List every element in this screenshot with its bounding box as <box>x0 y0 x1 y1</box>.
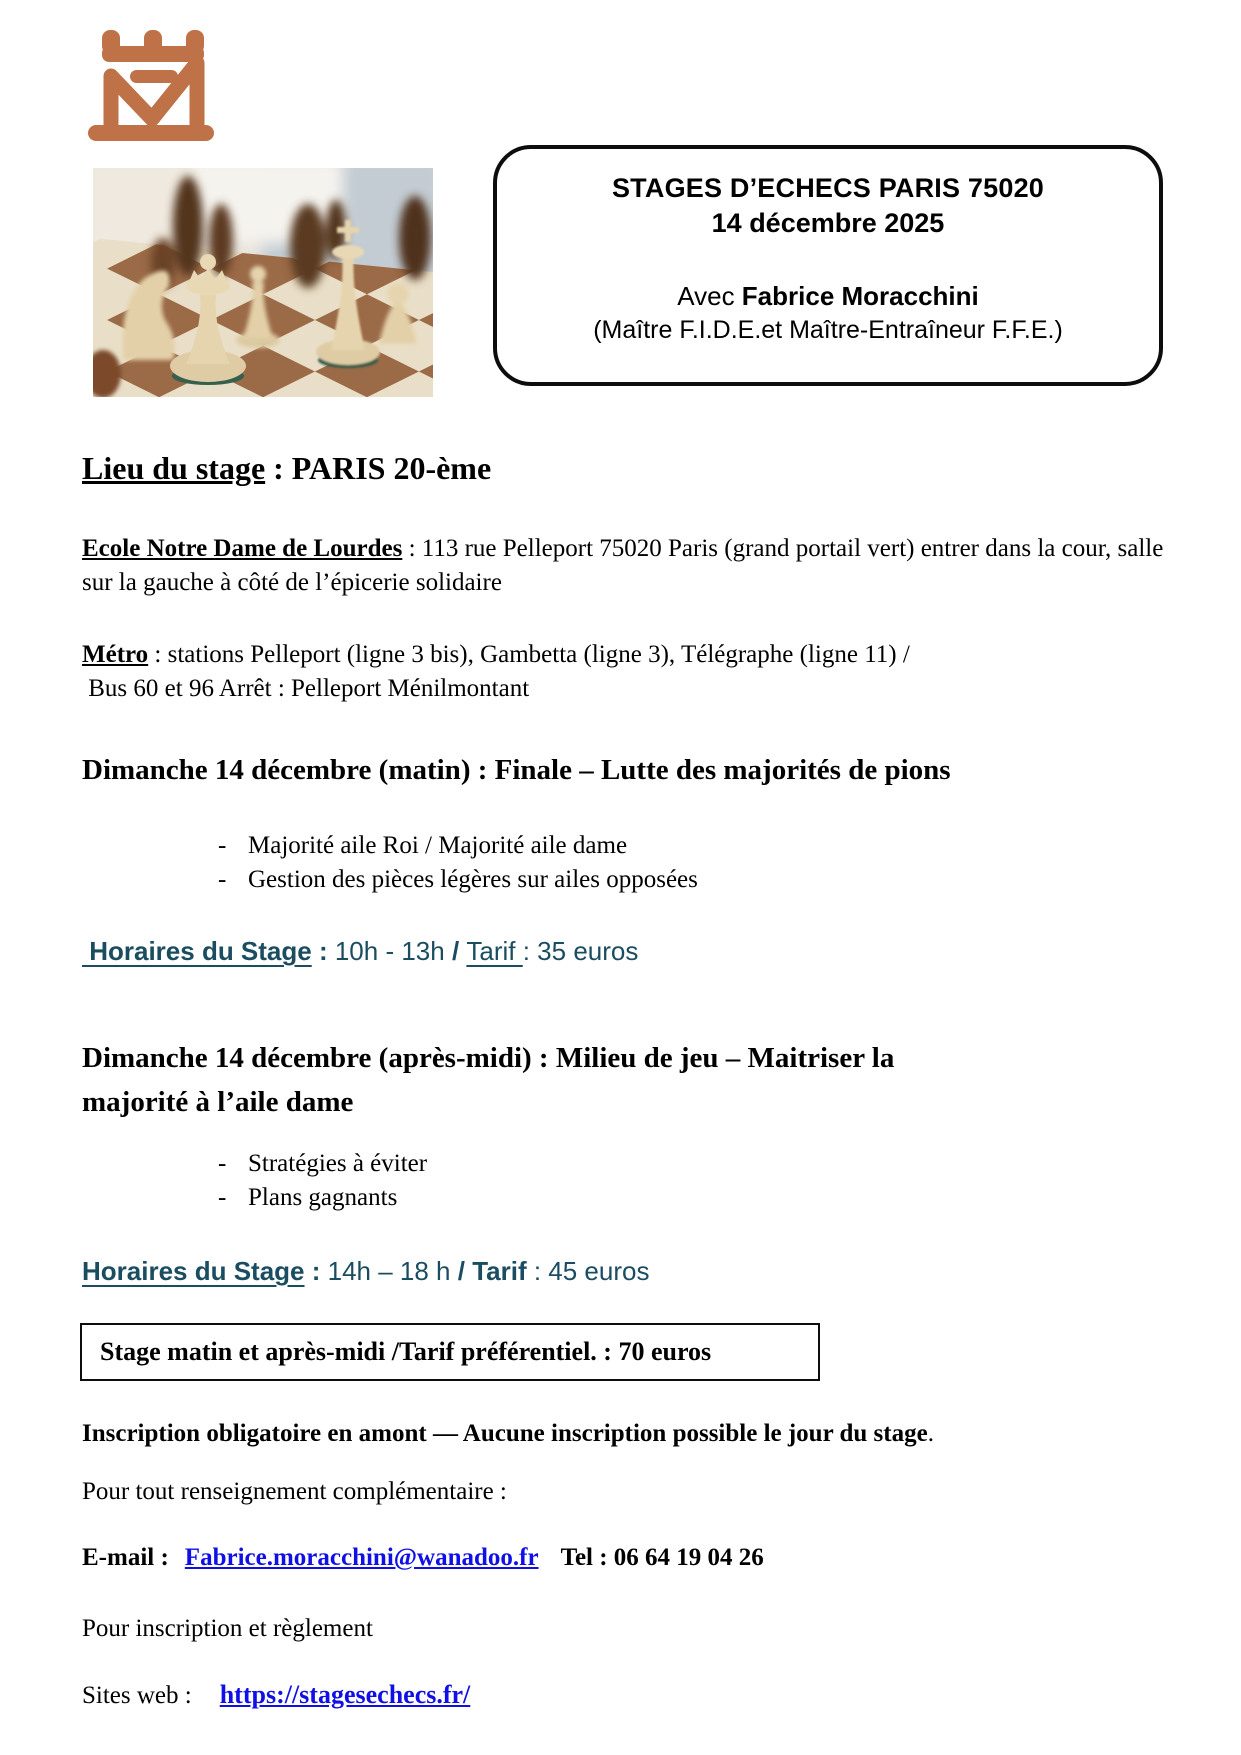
afternoon-schedule-line <box>82 1256 649 1287</box>
event-title: STAGES D’ECHECS PARIS 75020 <box>611 173 1045 203</box>
school-address-paragraph <box>82 532 1182 600</box>
club-logo <box>88 28 216 148</box>
list-item <box>218 832 627 860</box>
dash-bullet: - <box>218 1150 227 1177</box>
location-heading-sep: : <box>265 450 292 486</box>
title-box <box>493 145 1163 386</box>
schedule-slash: / <box>451 936 467 966</box>
dash-bullet: - <box>218 832 227 859</box>
metro-text: : stations Pelleport (ligne 3 bis), Gambetta (ligne 3), Télégraphe (ligne 11) / <box>148 641 910 668</box>
schedule-colon: : <box>304 1256 328 1286</box>
schedule-time: 14h – 18 h <box>327 1256 458 1286</box>
phone-number: Tel : 06 64 19 04 26 <box>560 1544 764 1571</box>
morning-session-heading: Dimanche 14 décembre (matin) : Finale – Lutte des majorités de pions <box>82 754 951 786</box>
location-heading-label: Lieu du stage <box>82 450 266 486</box>
registration-notice-text: Inscription obligatoire en amont — Aucune inscription possible le jour du stage <box>82 1420 928 1447</box>
bullet-text: Stratégies à éviter <box>248 1150 428 1177</box>
websites-line <box>82 1680 470 1710</box>
schedule-colon: : <box>311 936 335 966</box>
sites-label: Sites web : <box>82 1682 192 1709</box>
tarif-label: Tarif <box>466 936 523 966</box>
transit-paragraph <box>82 638 1182 706</box>
registration-notice <box>82 1420 1192 1448</box>
registration-notice-period: . <box>927 1420 934 1447</box>
tarif-value: : 35 euros <box>522 936 639 966</box>
payment-line: Pour inscription et règlement <box>82 1615 373 1642</box>
instructor-line <box>497 281 1159 312</box>
location-heading-value: PARIS 20-ème <box>291 450 492 486</box>
event-date: 14 décembre 2025 <box>711 208 945 238</box>
bullet-text: Majorité aile Roi / Majorité aile dame <box>248 832 628 859</box>
avec-label: Avec <box>677 281 742 311</box>
schedule-label: Horaires du Stage <box>82 1256 305 1286</box>
morning-schedule-line <box>82 936 638 967</box>
school-name: Ecole Notre Dame de Lourdes <box>82 535 403 562</box>
website-link[interactable]: https://stagesechecs.fr/ <box>219 1680 471 1709</box>
dash-bullet: - <box>218 866 227 893</box>
chess-pieces-photo <box>93 168 433 397</box>
combined-price-text: Stage matin et après-midi /Tarif préférentiel. : 70 euros <box>100 1337 712 1366</box>
schedule-label: Horaires du Stage <box>82 936 312 966</box>
list-item <box>218 1184 397 1212</box>
tarif-label: / Tarif <box>457 1256 527 1286</box>
contact-line <box>82 1544 764 1572</box>
combined-price-box <box>80 1323 820 1381</box>
afternoon-session-heading <box>82 1036 1192 1124</box>
list-item <box>218 866 698 894</box>
schedule-time: 10h - 13h <box>334 936 452 966</box>
location-heading <box>82 450 491 487</box>
metro-label: Métro <box>82 641 149 668</box>
afternoon-heading-line2: majorité à l’aile dame <box>82 1086 354 1118</box>
school-address-text: : 113 rue Pelleport 75020 Paris (grand portail vert) entrer dans la cour, salle sur la gauche à côté de l’épicerie solidaire <box>82 535 1164 596</box>
email-link[interactable]: Fabrice.moracchini@wanadoo.fr <box>184 1544 539 1571</box>
tarif-value: : 45 euros <box>526 1256 650 1286</box>
bullet-text: Gestion des pièces légères sur ailes opposées <box>248 866 698 893</box>
instructor-credentials: (Maître F.I.D.E.et Maître-Entraîneur F.F.E.) <box>593 316 1063 344</box>
bus-text: Bus 60 et 96 Arrêt : Pelleport Ménilmontant <box>82 675 530 702</box>
bullet-text: Plans gagnants <box>248 1184 398 1211</box>
dash-bullet: - <box>218 1184 227 1211</box>
info-line: Pour tout renseignement complémentaire : <box>82 1478 507 1505</box>
afternoon-heading-line1: Dimanche 14 décembre (après-midi) : Milieu de jeu – Maitriser la <box>82 1042 895 1074</box>
list-item <box>218 1150 427 1178</box>
instructor-name: Fabrice Moracchini <box>741 281 979 311</box>
email-label: E-mail : <box>82 1544 169 1571</box>
crowned-m-logo-icon <box>88 28 216 143</box>
